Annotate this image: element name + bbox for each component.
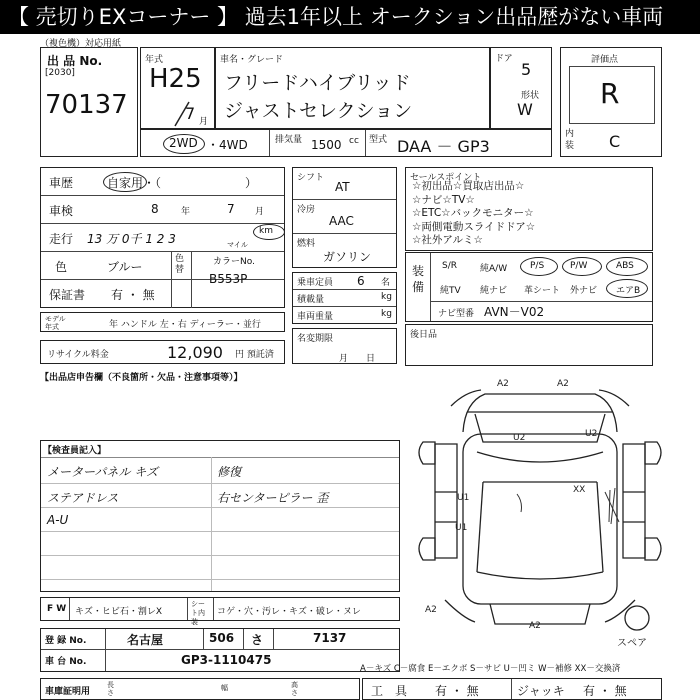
color-no-value: B553P: [209, 272, 248, 286]
lot-label: 出 品 No.: [47, 54, 103, 68]
doors-value: 5: [521, 60, 532, 79]
equip-aw: 純A/W: [480, 264, 508, 274]
diagram-mark: U2: [513, 433, 526, 443]
equip-abs: ABS: [616, 261, 634, 271]
weight-row: [293, 307, 396, 324]
displacement-value: 1500: [311, 138, 342, 152]
inspection-year: 8: [151, 202, 159, 216]
equipment-label: 装備: [412, 264, 425, 294]
warranty-label: 保証書: [49, 288, 86, 302]
history-row: [41, 168, 284, 196]
displacement-unit: cc: [349, 136, 359, 146]
inspector-label: 【検査員記入】: [43, 446, 107, 456]
lot-number: 70137: [45, 90, 128, 120]
garage-cert-row: [40, 678, 360, 700]
inspector-note: メーターパネル キズ: [47, 465, 158, 479]
inspector-note: ステアドレス: [47, 491, 119, 505]
reg-number: 7137: [313, 631, 347, 645]
accessory-box: [405, 324, 653, 366]
inspector-note: 右センターピラー 歪: [217, 491, 329, 505]
ac-row: [293, 200, 396, 234]
equip-ext-navi: 外ナビ: [570, 286, 598, 296]
jack-label: ジャッキ: [517, 684, 565, 698]
equip-ps-circle: [520, 257, 558, 276]
shift-label: シフト: [297, 173, 325, 183]
name-change-unit: 月 日: [339, 354, 376, 364]
month-value: 7: [185, 104, 196, 123]
capacity-table: [292, 272, 397, 324]
chassis-label: 車 台 No.: [45, 657, 87, 667]
fuel-row: [293, 234, 396, 268]
type-value: DAA － GP3: [397, 137, 490, 156]
shape-value: W: [517, 100, 533, 119]
sales-point: ☆ナビ☆TV☆: [412, 193, 475, 206]
tools-value: 有 ・ 無: [435, 684, 479, 698]
mileage-unit-circle: [253, 224, 285, 240]
diagram-mark: A2: [529, 621, 541, 631]
reg-label: 登 録 No.: [45, 636, 87, 646]
registration-table: [40, 628, 400, 672]
sales-point: ☆初出品☆買取店出品☆: [412, 180, 525, 192]
grade-name: ジャストセレクション: [224, 100, 413, 122]
jack-value: 有 ・ 無: [583, 684, 627, 698]
seller-notes-label: 【出品店申告欄（不良箇所・欠品・注意事項等）】: [40, 373, 243, 383]
model-year-label: モデル年式: [45, 315, 66, 331]
fw-text: キズ・ヒビ石・割レX: [75, 607, 162, 617]
inspection-month-unit: 月: [255, 207, 265, 217]
left-info-table: [40, 167, 285, 308]
displacement-label: 排気量: [275, 135, 303, 145]
chassis-value: GP3-1110475: [181, 653, 272, 667]
recycle-label: リサイクル料金: [47, 350, 109, 360]
score-label: 評価点: [591, 55, 619, 65]
equip-ps: P/S: [530, 261, 545, 271]
accessory-label: 後日品: [410, 330, 438, 340]
sales-points-label: セールスポイント: [410, 173, 482, 183]
reg-row: [41, 629, 399, 650]
damage-legend: A－キズ C－腐食 E－エクボ S－サビ U－凹ミ W－補修 XX－交換済: [360, 664, 621, 674]
fw-label: F W: [47, 604, 67, 614]
banner-text: 【 売切りEXコーナー 】 過去1年以上 オークション出品歴がない車両: [8, 5, 664, 29]
inspection-label: 車検: [49, 204, 74, 218]
mileage-value: 13 万 0千 1 2 3: [87, 232, 176, 246]
seat-text: コゲ・穴・汚レ・キズ・破レ・ヌレ: [217, 607, 361, 617]
spare-label: スペア: [617, 638, 647, 649]
capacity-value: 6: [357, 274, 365, 288]
warranty-value: 有 ・ 無: [111, 288, 155, 302]
recycle-row: [40, 340, 285, 364]
equip-abs-circle: [606, 257, 648, 276]
equip-navi: 純ナビ: [480, 286, 508, 296]
inspection-month: 7: [227, 202, 235, 216]
doors-label: ドア: [495, 54, 513, 64]
capacity-row: [293, 273, 396, 290]
color-label: 色: [55, 260, 68, 274]
equip-leather: 革シート: [524, 286, 561, 296]
history-circle: [103, 172, 147, 192]
tools-label: 工 具: [371, 684, 408, 698]
color-change-label: 色替: [175, 254, 185, 275]
diagram-mark: A2: [497, 379, 509, 389]
year-box: [140, 47, 215, 129]
mileage-row: [41, 224, 284, 252]
year-label: 年式: [145, 55, 164, 65]
month-suffix: 月: [199, 117, 209, 127]
ac-label: 冷房: [297, 205, 316, 215]
cert-length-label: 長さ: [107, 681, 114, 697]
equip-tv: 純TV: [440, 286, 461, 296]
model-year-row: [40, 312, 285, 332]
mileage-label: 走行: [49, 232, 74, 246]
equipment-box: [405, 252, 653, 322]
reg-class: 506: [209, 631, 235, 645]
shift-value: AT: [335, 180, 350, 194]
equip-airbag: エアB: [616, 286, 641, 296]
equip-pw-circle: [562, 257, 602, 276]
diagram-outline-front: [463, 394, 617, 432]
color-value: ブルー: [107, 260, 143, 274]
doors-box: [490, 47, 552, 129]
inspection-year-unit: 年: [181, 207, 191, 217]
seat-label: シート内装: [191, 600, 205, 626]
equip-sr: S/R: [442, 261, 457, 271]
diagram-mark: A2: [557, 379, 569, 389]
recycle-value: 12,090: [167, 343, 223, 362]
spec-row: [140, 129, 552, 157]
middle-spec-table: [292, 167, 397, 268]
spare-tire-circle: [625, 606, 649, 630]
weight-label: 車両重量: [297, 312, 334, 322]
chassis-row: [41, 650, 399, 671]
lot-stamp: [2030]: [45, 68, 75, 78]
lot-box: [40, 47, 138, 157]
equip-pw: P/W: [570, 261, 588, 271]
sales-point: ☆社外アルミ☆: [412, 234, 483, 246]
navi-label: ナビ型番: [438, 309, 475, 319]
score-value: R: [600, 77, 620, 110]
shape-label: 形状: [521, 91, 540, 101]
reg-kana: さ: [251, 633, 264, 647]
color-no-label: カラーNo.: [213, 257, 255, 267]
sales-points-box: [405, 167, 653, 251]
ac-value: AAC: [329, 214, 354, 228]
inspector-box: [40, 440, 400, 592]
history-value: 自家用・（ ）: [107, 176, 258, 190]
recycle-unit: 円 預託済: [235, 350, 274, 360]
warranty-row: [41, 272, 284, 308]
cert-height-label: 高さ: [291, 681, 298, 697]
load-row: [293, 290, 396, 307]
history-label: 車歴: [49, 176, 74, 190]
fuel-value: ガソリン: [323, 250, 372, 264]
sales-points-list: [412, 180, 535, 248]
score-frame: [569, 66, 655, 124]
form-note: （複色機）対応用紙: [40, 39, 122, 49]
model-label: 車名・グレード: [220, 55, 284, 65]
capacity-label: 乗車定員: [297, 278, 334, 288]
cert-width-label: 幅: [221, 684, 228, 692]
mileage-unit2: マイル: [227, 241, 248, 249]
name-change-box: [292, 328, 397, 364]
seller-notes-area: [40, 382, 400, 437]
tools-row: [362, 678, 662, 700]
fw-seat-row: [40, 597, 400, 626]
year-value: H25: [149, 64, 202, 94]
inspector-note: A-U: [47, 513, 69, 527]
sales-point: ☆ETC☆バックモニター☆: [412, 207, 534, 219]
weight-unit: kg: [381, 309, 392, 319]
score-box: [560, 47, 662, 157]
drive-4wd: ・4WD: [207, 138, 248, 152]
interior-value: C: [609, 132, 621, 151]
sales-point: ☆両側電動スライドドア☆: [412, 220, 536, 233]
model-box: [215, 47, 490, 129]
diagram-mark: XX: [573, 485, 586, 495]
cert-label: 車庫証明用: [45, 687, 91, 697]
fuel-label: 燃料: [297, 239, 316, 249]
inspector-note: 修復: [217, 465, 242, 479]
diagram-mark: A2: [425, 605, 437, 615]
interior-label: 内装: [565, 129, 575, 151]
color-row: [41, 252, 284, 280]
load-unit: kg: [381, 292, 392, 302]
reg-city: 名古屋: [127, 633, 164, 647]
model-name: フリードハイブリッド: [224, 72, 411, 94]
banner: [0, 0, 700, 34]
diagram-mark: U1: [457, 493, 470, 503]
diagram-mark: U1: [455, 523, 468, 533]
type-label: 型式: [369, 135, 388, 145]
navi-model: AVN－V02: [484, 305, 545, 319]
drive-2wd: 2WD: [169, 136, 198, 150]
shift-row: [293, 168, 396, 200]
model-year-text: 年 ハンドル 左・右 ディーラー・並行: [109, 320, 261, 330]
load-label: 積載量: [297, 295, 325, 305]
capacity-unit: 名: [381, 278, 391, 288]
diagram-mark: U2: [585, 429, 598, 439]
name-change-label: 名変期限: [297, 334, 334, 344]
inspection-row: [41, 196, 284, 224]
equip-airbag-circle: [606, 279, 648, 298]
mileage-unit: km: [259, 226, 273, 236]
car-damage-diagram: [405, 372, 675, 649]
